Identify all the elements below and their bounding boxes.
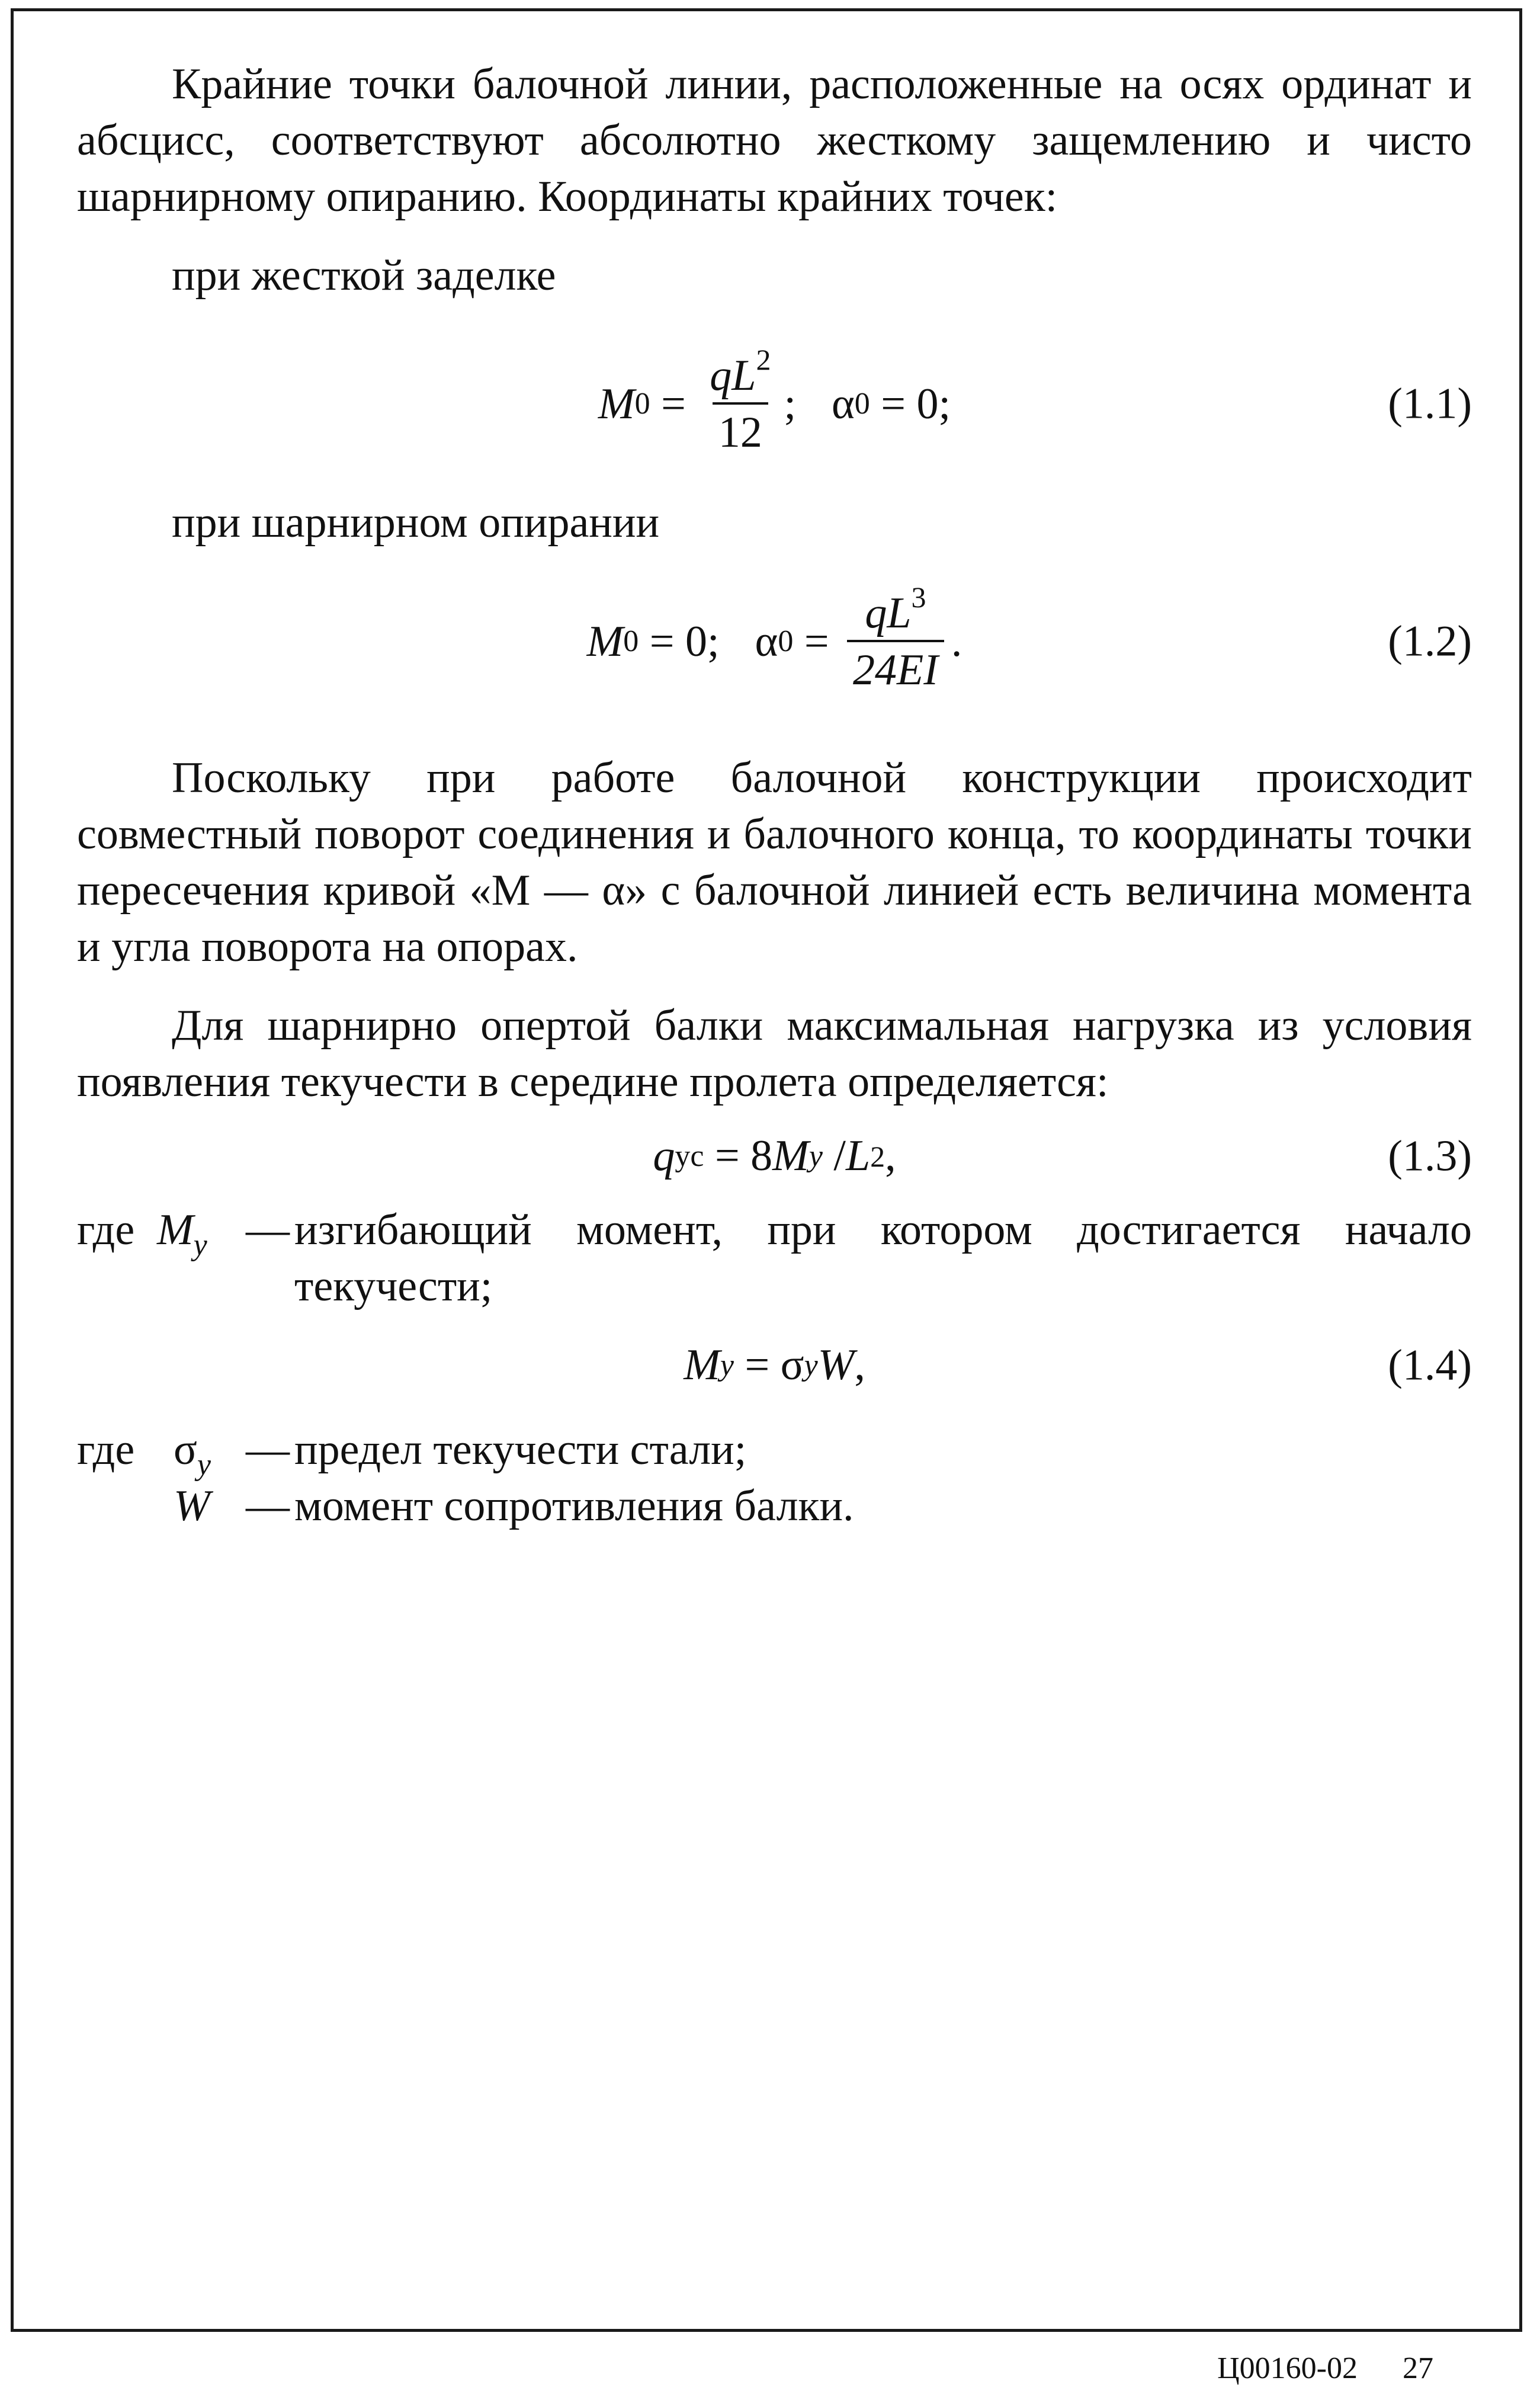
equals-sign: = (650, 379, 697, 428)
numerator-ql: qL (710, 351, 756, 400)
symbol-w: W (817, 1341, 855, 1389)
superscript-two: 2 (756, 343, 771, 376)
symbol-alpha: α (832, 379, 855, 428)
where-word: где (77, 1206, 135, 1254)
paragraph-rotation: Поскольку при работе балочной конструкции происходит совместный поворот соединения и балочного конца, то координаты точки пересечения кривой «M — α» с балочной линией есть величина момента и угла поворота на опорах. (77, 754, 1472, 971)
paragraph-max-load: Для шарнирно опертой балки максимальная нагрузка из условия появления текучести в середине пролета определяется: (77, 1001, 1472, 1106)
page-body (77, 56, 1472, 1534)
comma: , (885, 1132, 896, 1180)
em-dash: — (246, 1425, 290, 1474)
equation-number: (1.4) (1388, 1341, 1472, 1389)
fraction-denominator: 24EI (847, 640, 944, 696)
fraction-numerator (859, 581, 932, 640)
symbol-m: M (586, 617, 624, 666)
where-block-2-row-1 (77, 1422, 1472, 1482)
symbol-m: M (157, 1206, 194, 1254)
symbol-l: L (845, 1132, 871, 1180)
page-number: 27 (1403, 2351, 1433, 2385)
where-symbol (157, 1478, 246, 1534)
document-code: Ц00160-02 (1217, 2351, 1358, 2385)
where-block-2-row-2 (77, 1478, 1472, 1534)
slash: / (822, 1132, 846, 1180)
equation-1-4 (77, 1337, 1472, 1393)
where-symbol (157, 1422, 246, 1482)
semicolon: ; (784, 379, 797, 428)
symbol-m: M (598, 379, 635, 428)
where-description: момент сопротивления балки. (294, 1482, 854, 1530)
symbol-sigma: σ (780, 1341, 804, 1389)
equation-number: (1.2) (1388, 617, 1472, 666)
equation-1-3 (77, 1128, 1472, 1184)
symbol-w: W (174, 1482, 210, 1530)
equals-sign: = (733, 1341, 781, 1389)
equation-1-1-body: M 0 = $\frac{qL^2}{12}$ ; α 0 = 0; (598, 343, 951, 457)
where-description: изгибающий момент, при котором достигается начало текучести; (294, 1206, 1472, 1310)
fraction-denominator: 12 (713, 402, 768, 458)
symbol-alpha: α (755, 617, 778, 666)
alpha-value: = 0; (870, 379, 951, 428)
symbol-m: M (772, 1132, 809, 1180)
where-description: предел текучести стали; (294, 1425, 747, 1474)
fraction-numerator (704, 343, 777, 402)
em-dash: — (246, 1206, 290, 1254)
subscript-y: y (193, 1228, 207, 1262)
equation-1-2-body: M 0 = 0; α 0 = $\frac{qL^3}{24EI}$ . (586, 581, 962, 694)
equation-1-3-body: q ус = 8 M y / L 2 , (653, 1128, 896, 1184)
equals-sign: = (793, 617, 840, 666)
equals-eight: = 8 (704, 1132, 773, 1180)
subscript-y: y (197, 1448, 211, 1482)
numerator-ql: qL (865, 589, 912, 637)
m-value: = 0; (639, 617, 720, 666)
equation-number: (1.3) (1388, 1132, 1472, 1180)
fraction-ql2-over-12 (704, 343, 777, 458)
symbol-m: M (684, 1341, 720, 1389)
where-word: где (77, 1425, 135, 1474)
equation-number: (1.1) (1388, 379, 1472, 428)
symbol-q: q (653, 1132, 675, 1180)
symbol-sigma: σ (174, 1425, 197, 1474)
page-footer (1217, 2351, 1433, 2386)
equation-1-1 (77, 343, 1472, 458)
period: . (951, 617, 962, 666)
where-symbol (157, 1202, 246, 1262)
paragraph-intro: Крайние точки балочной линии, расположенные на осях ординат и абсцисс, соответствуют абсолютно жесткому защемлению и чисто шарнирному опиранию. Координаты крайних точек: (77, 60, 1472, 221)
where-block-1 (77, 1202, 1472, 1315)
fraction-ql3-over-24ei (847, 581, 944, 696)
paragraph-hinged-label: при шарнирном опирании (172, 498, 660, 547)
superscript-three: 3 (911, 581, 926, 614)
equation-1-4-body: M y = σ y W , (684, 1337, 865, 1393)
em-dash: — (246, 1482, 290, 1530)
comma: , (854, 1341, 865, 1389)
equation-1-2 (77, 581, 1472, 696)
paragraph-rigid-label: при жесткой заделке (172, 251, 556, 300)
